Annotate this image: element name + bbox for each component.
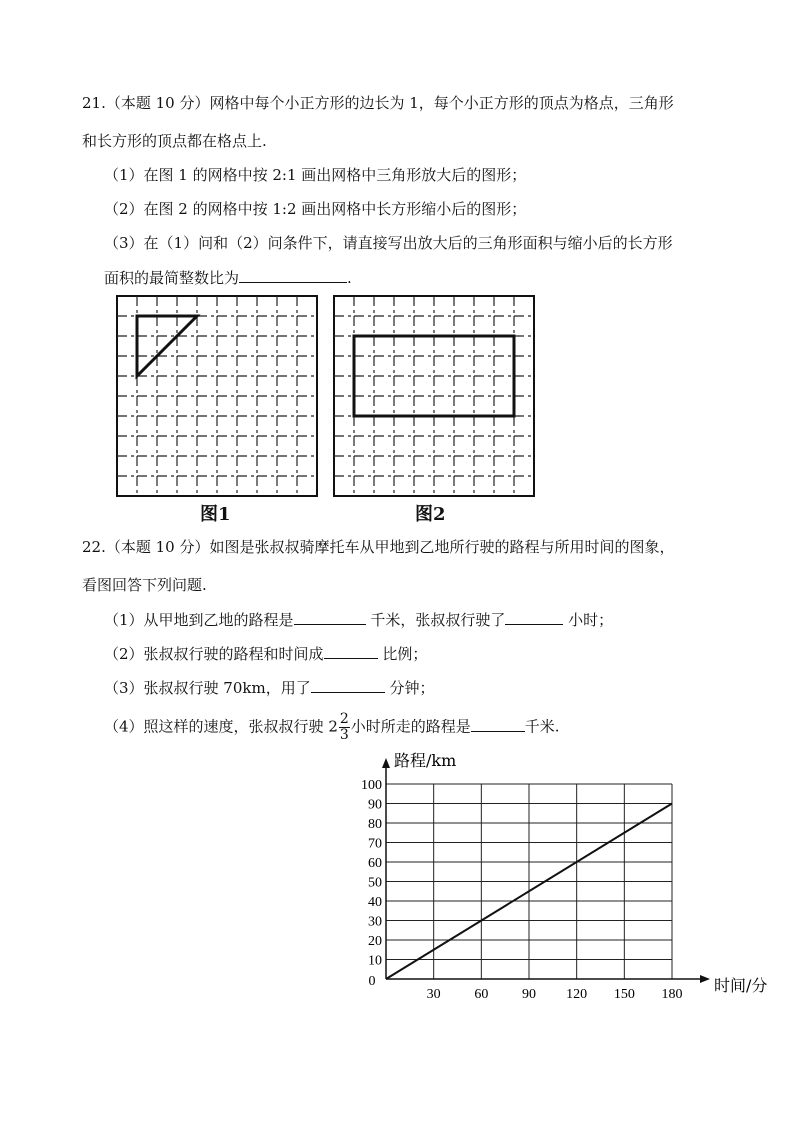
answer-blank[interactable] [471,715,525,732]
q22-item1 [104,608,613,631]
triangle-shape [137,316,197,376]
x-tick-label: 150 [613,987,635,1002]
y-tick-label: 30 [368,914,382,930]
y-tick-label: 90 [368,797,382,813]
q22-item3-suffix: 分钟； [389,679,435,697]
answer-blank[interactable] [311,676,385,693]
y-tick-label: 50 [368,875,382,891]
y-axis-title: 路程/km [394,751,457,770]
q21-item3: （3）在（1）问和（2）问条件下，请直接写出放大后的三角形面积与缩小后的长方形 [104,234,673,252]
y-tick-label: 100 [361,778,382,793]
x-tick-label: 60 [474,987,489,1002]
x-tick-label: 180 [661,987,683,1002]
answer-blank[interactable] [505,608,563,625]
q22-item4-mid: 小时所走的路程是 [350,717,471,736]
q21-item3b-prefix: 面积的最简整数比为 [104,269,240,287]
q21-line2: 和长方形的顶点都在格点上. [82,132,267,150]
q21-line1: 21.（本题 10 分）网格中每个小正方形的边长为 1，每个小正方形的顶点为格点，三角形 [82,94,674,112]
q22-item2-prefix: （2）张叔叔行驶的路程和时间成 [104,645,324,663]
q22-line1: 22.（本题 10 分）如图是张叔叔骑摩托车从甲地到乙地所行驶的路程与所用时间的图象， [82,538,675,556]
q22-item4-prefix: （4）照这样的速度，张叔叔行驶 2 [104,717,338,736]
q22-item2 [104,642,427,665]
answer-blank[interactable] [324,642,378,659]
answer-blank[interactable] [294,608,366,625]
figure2-grid [334,296,534,496]
y-tick-label: 40 [368,895,382,910]
q22-item1-mid: 千米，张叔叔行驶了 [370,611,506,629]
figure2-label: 图2 [415,504,446,525]
y-tick-label: 60 [368,856,382,871]
y-tick-label: 10 [368,953,382,969]
distance-time-chart [330,750,768,1010]
x-tick-label: 120 [566,987,588,1002]
x-tick-label: 30 [426,987,441,1002]
q21-item3b [104,266,352,289]
q22-item2-suffix: 比例； [382,645,428,663]
x-axis-title: 时间/分 [714,976,768,995]
figure1-grid [117,296,317,496]
fraction [339,712,350,743]
fraction-numerator: 2 [339,711,349,727]
q22-item3-prefix: （3）张叔叔行驶 70km，用了 [104,679,311,697]
q22-item1-suffix: 小时； [568,611,614,629]
q21-item2: （2）在图 2 的网格中按 1:2 画出网格中长方形缩小后的图形； [104,200,527,218]
q21-item1: （1）在图 1 的网格中按 2:1 画出网格中三角形放大后的图形； [104,166,527,184]
answer-blank[interactable] [239,266,347,283]
y-tick-label: 80 [368,817,382,832]
y-axis-arrow [382,758,390,768]
figure1-label: 图1 [200,504,231,525]
x-tick-label: 90 [522,987,536,1002]
y-tick-label: 70 [368,836,382,852]
q22-item1-prefix: （1）从甲地到乙地的路程是 [104,611,294,629]
q22-item3 [104,676,435,699]
q22-item4-suffix: 千米. [524,717,560,736]
q22-item4 [104,712,560,743]
x-axis-arrow [700,975,710,983]
fraction-denominator: 3 [339,727,349,743]
y-tick-label: 20 [368,934,382,949]
q22-line2: 看图回答下列问题. [82,576,207,594]
origin-label: 0 [368,974,376,989]
q21-item3b-suffix: . [347,269,352,287]
